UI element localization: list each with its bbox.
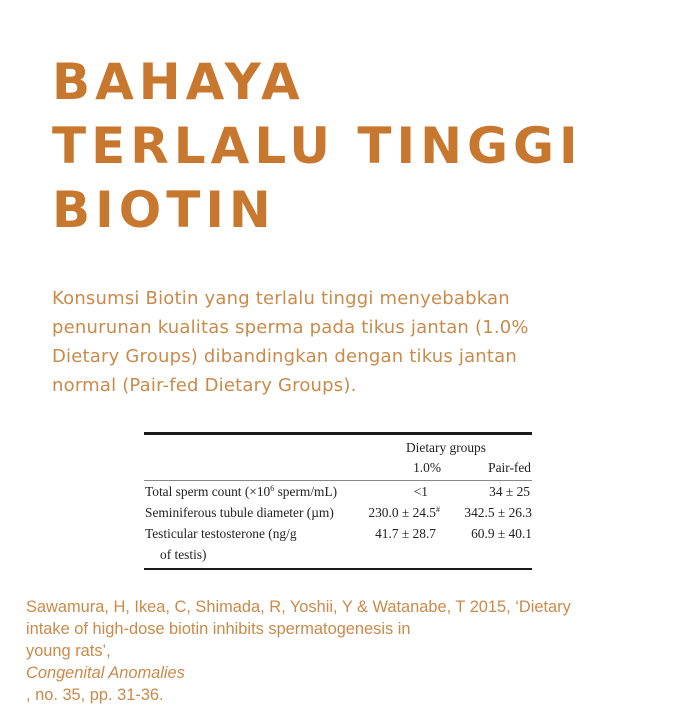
journal-name: Congenital Anomalies [26,664,185,682]
row-value-2: 60.9 ± 40.1 [471,525,532,541]
title-line-2: TERLALU TINGGI [52,117,583,175]
table-bottom-rule [144,568,532,570]
table-row [144,544,532,568]
citation-line-1: Sawamura, H, Ikea, C, Shimada, R, Yoshii, Y & Watanabe, T 2015, ‘Dietary [26,598,571,616]
description-line-2: penurunan kualitas sperma pada tikus jantan (1.0% [52,317,529,338]
table-column-header-row [144,457,532,480]
row-value-2: 34 ± 25 [489,483,530,499]
title-line-1: BAHAYA [52,53,305,111]
citation-line-3: young rats’, Congenital Anomalies , no. 35, pp. 31-36. [26,642,185,704]
citation-line-2: intake of high-dose biotin inhibits spermatogenesis in [26,620,411,638]
row-label: Seminiferous tubule diameter (µm) [145,504,334,520]
row-value-1: 230.0 ± 24.5# [368,504,440,520]
citation [26,596,571,706]
row-value-2: 342.5 ± 26.3 [464,504,532,520]
group-header: Dietary groups [406,439,486,455]
title-line-3: BIOTIN [52,181,276,239]
page-title [52,50,583,242]
description-line-1: Konsumsi Biotin yang terlalu tinggi menyebabkan [52,288,510,309]
description [52,284,612,400]
description-line-4: normal (Pair-fed Dietary Groups). [52,375,357,396]
row-value-1: 41.7 ± 28.7 [375,525,436,541]
table-row [144,502,532,523]
column-header-1: 1.0% [413,459,441,475]
row-value-1: <1 [413,483,428,499]
table-row [144,481,532,502]
row-label: Testicular testosterone (ng/g [145,525,297,541]
table-row [144,523,532,544]
row-label: Total sperm count ($\times 10^6$ sperm/mL) [145,483,338,499]
description-line-3: Dietary Groups) dibandingkan dengan tikus jantan [52,346,518,367]
table-group-header-row [144,435,532,457]
row-label-continuation: of testis) [160,546,207,562]
column-header-2: Pair-fed [488,459,531,475]
data-table [144,432,532,570]
